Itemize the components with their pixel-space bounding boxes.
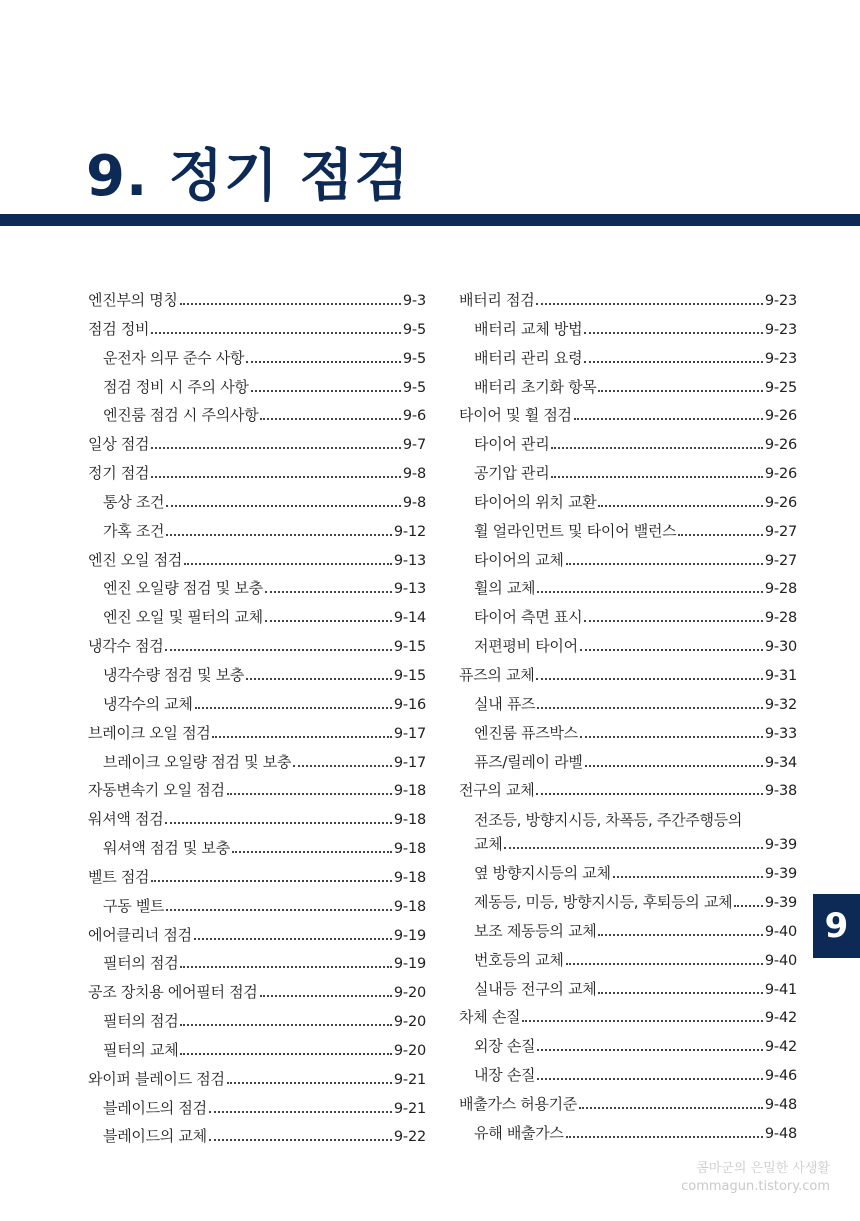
toc-leader-dots bbox=[166, 909, 392, 911]
toc-entry-page: 9-14 bbox=[393, 610, 426, 627]
toc-entry-label: 실내 퓨즈 bbox=[474, 694, 536, 713]
toc-leader-dots bbox=[584, 620, 763, 622]
toc-entry-page: 9-23 bbox=[764, 293, 797, 309]
toc-leader-dots bbox=[194, 938, 392, 940]
toc-entry-label: 타이어의 위치 교환 bbox=[474, 492, 597, 511]
toc-entry-page: 9-31 bbox=[764, 667, 797, 684]
toc-entry-page: 9-26 bbox=[764, 494, 797, 511]
toc-entry-label: 내장 손질 bbox=[474, 1066, 536, 1085]
page-title: 9. 정기 점검 bbox=[86, 144, 410, 209]
toc-entry[interactable] bbox=[459, 574, 797, 603]
chapter-tab[interactable]: 9 bbox=[813, 894, 860, 958]
toc-entry-label: 냉각수의 교체 bbox=[103, 694, 193, 713]
toc-leader-dots bbox=[227, 793, 392, 795]
toc-entry-page: 9-13 bbox=[393, 581, 426, 598]
toc-leader-dots bbox=[522, 1020, 763, 1022]
toc-entry[interactable] bbox=[88, 286, 426, 315]
toc-leader-dots bbox=[180, 303, 401, 305]
toc-entry-page: 9-28 bbox=[764, 581, 797, 598]
toc-entry-page: 9-39 bbox=[764, 837, 797, 854]
toc-leader-dots bbox=[260, 995, 392, 997]
toc-entry-label: 배터리 교체 방법 bbox=[474, 319, 583, 338]
toc-entry[interactable] bbox=[88, 978, 426, 1007]
toc-leader-dots bbox=[151, 880, 392, 882]
toc-entry-page: 9-48 bbox=[764, 1096, 797, 1113]
toc-leader-dots bbox=[260, 418, 401, 420]
title-divider-bar bbox=[0, 214, 860, 226]
toc-entry-label: 저편평비 타이어 bbox=[474, 637, 578, 656]
toc-entry[interactable] bbox=[459, 373, 797, 402]
toc-entry[interactable] bbox=[88, 661, 426, 690]
toc-leader-dots bbox=[551, 476, 762, 478]
toc-entry[interactable] bbox=[459, 776, 797, 805]
toc-entry[interactable] bbox=[88, 517, 426, 546]
toc-leader-dots bbox=[536, 678, 762, 680]
toc-entry-page: 9-33 bbox=[764, 725, 797, 742]
toc-entry-page: 9-18 bbox=[393, 898, 426, 915]
toc-entry-label: 냉각수량 점검 및 보충 bbox=[103, 665, 245, 684]
toc-entry-label: 정기 점검 bbox=[88, 464, 150, 483]
toc-entry-label: 필터의 교체 bbox=[103, 1040, 179, 1059]
toc-entry-label: 가혹 조건 bbox=[103, 521, 165, 540]
toc-entry[interactable] bbox=[459, 430, 797, 459]
toc-entry-label: 필터의 점검 bbox=[103, 954, 179, 973]
toc-entry-label: 에어클리너 점검 bbox=[88, 925, 192, 944]
toc-entry[interactable] bbox=[459, 1090, 797, 1119]
watermark bbox=[681, 1160, 830, 1196]
toc-entry-label: 워셔액 점검 bbox=[88, 810, 164, 829]
toc-entry-label: 블레이드의 교체 bbox=[103, 1127, 207, 1146]
toc-entry-label: 점검 정비 시 주의 사항 bbox=[103, 377, 249, 396]
toc-leader-dots bbox=[598, 992, 762, 994]
toc-entry[interactable] bbox=[88, 315, 426, 344]
toc-entry[interactable] bbox=[459, 488, 797, 517]
toc-entry[interactable] bbox=[88, 748, 426, 777]
toc-entry[interactable] bbox=[88, 1007, 426, 1036]
toc-leader-dots bbox=[265, 591, 392, 593]
toc-entry-page: 9-16 bbox=[393, 696, 426, 713]
toc-entry-label: 벨트 점검 bbox=[88, 867, 150, 886]
toc-entry-page: 9-40 bbox=[764, 952, 797, 969]
toc-entry-page: 9-39 bbox=[764, 866, 797, 883]
toc-leader-dots bbox=[166, 534, 392, 536]
toc-leader-dots bbox=[246, 361, 401, 363]
toc-entry-label: 배출가스 허용기준 bbox=[459, 1094, 577, 1113]
toc-leader-dots bbox=[227, 1082, 392, 1084]
toc-leader-dots bbox=[212, 736, 391, 738]
toc-leader-dots bbox=[151, 332, 401, 334]
toc-entry-page: 9-39 bbox=[764, 895, 797, 912]
toc-entry[interactable] bbox=[88, 805, 426, 834]
toc-entry[interactable] bbox=[88, 459, 426, 488]
toc-entry-label: 공조 장치용 에어필터 점검 bbox=[88, 983, 258, 1002]
toc-leader-dots bbox=[166, 505, 401, 507]
toc-leader-dots bbox=[537, 1049, 763, 1051]
toc-entry[interactable] bbox=[459, 315, 797, 344]
toc-entry[interactable] bbox=[88, 430, 426, 459]
toc-leader-dots bbox=[579, 1107, 763, 1109]
toc-leader-dots bbox=[165, 822, 391, 824]
toc-leader-dots bbox=[566, 1136, 763, 1138]
toc-leader-dots bbox=[585, 765, 763, 767]
toc-leader-dots bbox=[584, 361, 763, 363]
watermark-line2: commagun.tistory.com bbox=[681, 1179, 830, 1194]
toc-entry-label-continued: 교체 bbox=[474, 835, 503, 854]
toc-entry-label: 점검 정비 bbox=[88, 319, 150, 338]
toc-entry-page: 9-18 bbox=[393, 841, 426, 858]
toc-entry[interactable] bbox=[459, 748, 797, 777]
toc-entry-label: 와이퍼 블레이드 점검 bbox=[88, 1069, 225, 1088]
toc-entry[interactable] bbox=[459, 1003, 797, 1032]
toc-entry-label: 공기압 관리 bbox=[474, 464, 550, 483]
toc-entry[interactable] bbox=[88, 546, 426, 575]
toc-entry-label: 퓨즈/릴레이 라벨 bbox=[474, 752, 583, 771]
toc-entry-page: 9-17 bbox=[393, 754, 426, 771]
toc-entry-page: 9-38 bbox=[764, 783, 797, 800]
toc-entry-label: 차체 손질 bbox=[459, 1008, 521, 1027]
toc-leader-dots bbox=[598, 390, 762, 392]
toc-entry[interactable] bbox=[459, 286, 797, 315]
toc-entry-continuation bbox=[474, 832, 797, 857]
toc-entry-label: 엔진 오일량 점검 및 보충 bbox=[103, 579, 263, 598]
toc-leader-dots bbox=[613, 876, 763, 878]
toc-entry-page: 9-23 bbox=[764, 350, 797, 367]
toc-entry[interactable] bbox=[459, 344, 797, 373]
toc-entry-label: 브레이크 오일 점검 bbox=[88, 723, 211, 742]
toc-entry-label: 구동 벨트 bbox=[103, 896, 165, 915]
toc-leader-dots bbox=[195, 707, 392, 709]
toc-entry-label: 옆 방향지시등의 교체 bbox=[474, 864, 611, 883]
toc-left-column bbox=[88, 286, 426, 1151]
toc-entry-page: 9-20 bbox=[393, 1014, 426, 1031]
toc-entry-page: 9-19 bbox=[393, 927, 426, 944]
toc-leader-dots bbox=[734, 905, 763, 907]
toc-entry-label: 타이어 및 휠 점검 bbox=[459, 406, 572, 425]
toc-entry[interactable] bbox=[459, 859, 797, 888]
toc-leader-dots bbox=[209, 1111, 392, 1113]
toc-leader-dots bbox=[598, 934, 762, 936]
toc-entry-label: 엔진부의 명칭 bbox=[88, 291, 178, 309]
toc-entry-label: 워셔액 점검 및 보충 bbox=[103, 839, 230, 858]
toc-entry-label: 냉각수 점검 bbox=[88, 637, 164, 656]
toc-entry-page: 9-22 bbox=[393, 1129, 426, 1146]
toc-entry-page: 9-6 bbox=[402, 408, 426, 425]
toc-leader-dots bbox=[151, 447, 401, 449]
toc-entry-label: 일상 점검 bbox=[88, 435, 150, 454]
toc-leader-dots bbox=[209, 1139, 392, 1141]
toc-entry-label: 보조 제동등의 교체 bbox=[474, 921, 597, 940]
toc-entry-page: 9-15 bbox=[393, 667, 426, 684]
toc-leader-dots bbox=[265, 620, 392, 622]
toc-entry[interactable] bbox=[88, 776, 426, 805]
toc-entry[interactable] bbox=[88, 632, 426, 661]
toc-entry-page: 9-23 bbox=[764, 321, 797, 338]
toc-entry[interactable] bbox=[459, 946, 797, 975]
toc-entry[interactable] bbox=[88, 1065, 426, 1094]
toc-entry-page: 9-13 bbox=[393, 552, 426, 569]
toc-entry-page: 9-5 bbox=[402, 321, 426, 338]
toc-entry-page: 9-18 bbox=[393, 812, 426, 829]
toc-entry-label: 블레이드의 점검 bbox=[103, 1098, 207, 1117]
toc-entry-label: 제동등, 미등, 방향지시등, 후퇴등의 교체 bbox=[474, 893, 733, 912]
toc-leader-dots bbox=[180, 966, 391, 968]
toc-entry[interactable] bbox=[88, 863, 426, 892]
toc-entry[interactable] bbox=[459, 888, 797, 917]
toc-entry-label: 전조등, 방향지시등, 차폭등, 주간주행등의 bbox=[474, 811, 743, 830]
toc-entry[interactable] bbox=[88, 1036, 426, 1065]
toc-entry-label: 엔진룸 점검 시 주의사항 bbox=[103, 406, 259, 425]
toc-entry-label: 엔진 오일 점검 bbox=[88, 550, 183, 569]
toc-entry[interactable] bbox=[88, 401, 426, 430]
toc-entry[interactable] bbox=[88, 921, 426, 950]
toc-entry-label: 타이어의 교체 bbox=[474, 550, 564, 569]
toc-entry[interactable] bbox=[459, 1119, 797, 1148]
watermark-line1: 콤마군의 은밀한 사생활 bbox=[696, 1161, 830, 1176]
toc-leader-dots bbox=[580, 649, 763, 651]
toc-leader-dots bbox=[151, 476, 401, 478]
toc-entry-label: 타이어 관리 bbox=[474, 435, 550, 454]
toc-entry-page: 9-18 bbox=[393, 783, 426, 800]
toc-entry[interactable] bbox=[459, 1061, 797, 1090]
toc-entry-page: 9-26 bbox=[764, 466, 797, 483]
toc-entry-label: 타이어 측면 표시 bbox=[474, 608, 583, 627]
toc-entry-label: 휠 얼라인먼트 및 타이어 밸런스 bbox=[474, 521, 677, 540]
toc-entry-page: 9-20 bbox=[393, 1042, 426, 1059]
toc-entry[interactable] bbox=[459, 459, 797, 488]
toc-entry-page: 9-46 bbox=[764, 1068, 797, 1085]
toc-entry[interactable] bbox=[459, 975, 797, 1004]
toc-entry-label: 배터리 초기화 항목 bbox=[474, 377, 597, 396]
toc-entry[interactable] bbox=[459, 719, 797, 748]
toc-entry[interactable] bbox=[459, 805, 797, 859]
toc-leader-dots bbox=[566, 963, 763, 965]
toc-entry-page: 9-21 bbox=[393, 1100, 426, 1117]
toc-entry[interactable] bbox=[459, 1032, 797, 1061]
toc-leader-dots bbox=[678, 534, 763, 536]
toc-leader-dots bbox=[232, 851, 392, 853]
toc-entry-page: 9-26 bbox=[764, 437, 797, 454]
toc-entry-label: 통상 조건 bbox=[103, 492, 165, 511]
toc-leader-dots bbox=[584, 332, 763, 334]
toc-entry-page: 9-26 bbox=[764, 408, 797, 425]
toc-entry[interactable] bbox=[88, 690, 426, 719]
toc-entry[interactable] bbox=[88, 488, 426, 517]
toc-entry[interactable] bbox=[459, 546, 797, 575]
toc-entry-page: 9-40 bbox=[764, 923, 797, 940]
toc-leader-dots bbox=[566, 563, 763, 565]
toc-entry-label: 필터의 점검 bbox=[103, 1012, 179, 1031]
toc-entry[interactable] bbox=[88, 892, 426, 921]
toc-entry-label: 운전자 의무 준수 사항 bbox=[103, 348, 245, 367]
toc-entry[interactable] bbox=[88, 949, 426, 978]
toc-entry-page: 9-7 bbox=[402, 437, 426, 454]
toc-entry-page: 9-20 bbox=[393, 985, 426, 1002]
toc-entry-label: 퓨즈의 교체 bbox=[459, 665, 535, 684]
toc-entry[interactable] bbox=[459, 917, 797, 946]
toc-entry-label: 엔진 오일 및 필터의 교체 bbox=[103, 608, 263, 627]
toc-leader-dots bbox=[165, 649, 391, 651]
toc-right-column bbox=[459, 286, 797, 1148]
toc-entry-page: 9-28 bbox=[764, 610, 797, 627]
toc-entry-label: 배터리 관리 요령 bbox=[474, 348, 583, 367]
toc-leader-dots bbox=[551, 447, 762, 449]
toc-leader-dots bbox=[504, 847, 763, 849]
toc-entry-label: 자동변속기 오일 점검 bbox=[88, 781, 225, 800]
toc-leader-dots bbox=[246, 678, 392, 680]
toc-leader-dots bbox=[180, 1024, 391, 1026]
toc-entry[interactable] bbox=[459, 690, 797, 719]
toc-entry[interactable] bbox=[88, 344, 426, 373]
toc-entry-label: 실내등 전구의 교체 bbox=[474, 979, 597, 998]
toc-leader-dots bbox=[598, 505, 762, 507]
toc-entry-label: 번호등의 교체 bbox=[474, 950, 564, 969]
toc-entry-label: 외장 손질 bbox=[474, 1037, 536, 1056]
toc-leader-dots bbox=[580, 736, 763, 738]
toc-entry-page: 9-8 bbox=[402, 494, 426, 511]
toc-entry-page: 9-27 bbox=[764, 523, 797, 540]
toc-entry-page: 9-5 bbox=[402, 379, 426, 396]
toc-entry-page: 9-12 bbox=[393, 523, 426, 540]
toc-leader-dots bbox=[574, 418, 763, 420]
toc-entry[interactable] bbox=[88, 574, 426, 603]
toc-leader-dots bbox=[537, 707, 763, 709]
toc-leader-dots bbox=[537, 1078, 763, 1080]
toc-entry-label: 엔진룸 퓨즈박스 bbox=[474, 723, 578, 742]
toc-entry-page: 9-48 bbox=[764, 1125, 797, 1142]
toc-entry[interactable] bbox=[88, 719, 426, 748]
toc-entry-page: 9-42 bbox=[764, 1039, 797, 1056]
toc-entry-label: 유해 배출가스 bbox=[474, 1123, 564, 1142]
toc-entry-label: 배터리 점검 bbox=[459, 291, 535, 309]
toc-entry-page: 9-30 bbox=[764, 639, 797, 656]
toc-entry[interactable] bbox=[88, 603, 426, 632]
toc-entry[interactable] bbox=[459, 661, 797, 690]
toc-entry-page: 9-5 bbox=[402, 350, 426, 367]
toc-entry[interactable] bbox=[88, 1122, 426, 1151]
toc-entry-page: 9-25 bbox=[764, 379, 797, 396]
toc-leader-dots bbox=[537, 591, 763, 593]
toc-entry[interactable] bbox=[459, 632, 797, 661]
toc-leader-dots bbox=[251, 390, 401, 392]
toc-entry-page: 9-21 bbox=[393, 1071, 426, 1088]
toc-entry-page: 9-8 bbox=[402, 466, 426, 483]
toc-entry-label: 전구의 교체 bbox=[459, 781, 535, 800]
toc-entry-page: 9-17 bbox=[393, 725, 426, 742]
toc-entry-page: 9-15 bbox=[393, 639, 426, 656]
toc-entry-page: 9-18 bbox=[393, 869, 426, 886]
toc-leader-dots bbox=[184, 563, 392, 565]
toc-entry-page: 9-32 bbox=[764, 696, 797, 713]
toc-entry[interactable] bbox=[88, 373, 426, 402]
toc-leader-dots bbox=[536, 793, 762, 795]
toc-entry[interactable] bbox=[88, 834, 426, 863]
toc-entry-label: 브레이크 오일량 점검 및 보충 bbox=[103, 752, 292, 771]
toc-entry-page: 9-42 bbox=[764, 1010, 797, 1027]
toc-leader-dots bbox=[293, 765, 392, 767]
toc-entry[interactable] bbox=[459, 603, 797, 632]
toc-entry[interactable] bbox=[459, 401, 797, 430]
toc-entry-page: 9-19 bbox=[393, 956, 426, 973]
toc-entry-page: 9-27 bbox=[764, 552, 797, 569]
toc-entry[interactable] bbox=[459, 517, 797, 546]
toc-leader-dots bbox=[536, 303, 762, 305]
toc-entry-label: 휠의 교체 bbox=[474, 579, 536, 598]
toc-entry-page: 9-34 bbox=[764, 754, 797, 771]
toc-leader-dots bbox=[180, 1053, 391, 1055]
toc-entry-page: 9-3 bbox=[402, 293, 426, 309]
toc-entry[interactable] bbox=[88, 1094, 426, 1123]
toc-entry-page: 9-41 bbox=[764, 981, 797, 998]
